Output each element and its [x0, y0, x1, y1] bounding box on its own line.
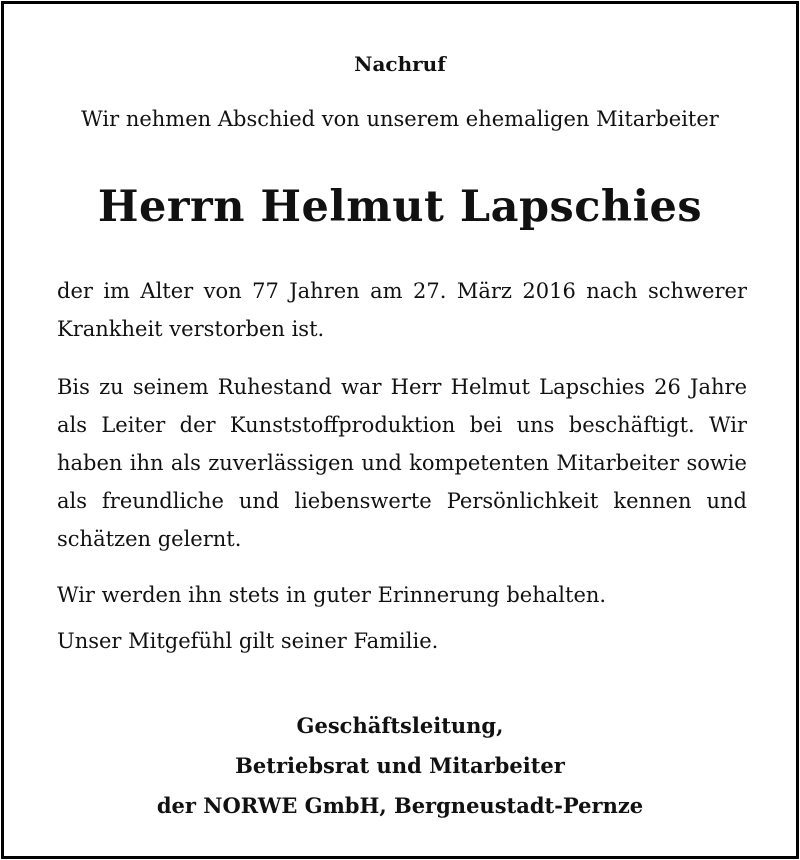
- signature-block: [4, 706, 796, 826]
- signature-line-council: Betriebsrat und Mitarbeiter: [235, 753, 565, 778]
- paragraph-remembrance: Wir werden ihn stets in guter Erinnerung behalten.: [57, 583, 607, 607]
- paragraph-career: Bis zu seinem Ruhestand war Herr Helmut Lapschies 26 Jahre als Leiter der Kunststoffproduktion bei uns beschäftigt. Wir haben ihn als zuverlässigen und kompetenten Mitarbeiter sowie als freundliche und liebenswerte Persönlichkeit kennen und schätzen gelernt.: [57, 375, 747, 551]
- obituary-notice: [1, 1, 799, 859]
- paragraph-condolence: Unser Mitgefühl gilt seiner Familie.: [57, 629, 439, 653]
- signature-line-company: der NORWE GmbH, Bergneustadt-Pernze: [156, 793, 644, 818]
- paragraph-death-details: der im Alter von 77 Jahren am 27. März 2016 nach schwerer Krankheit verstorben ist.: [57, 279, 747, 341]
- intro-line: Wir nehmen Abschied von unserem ehemaligen Mitarbeiter: [81, 107, 719, 131]
- deceased-name: Herrn Helmut Lapschies: [97, 182, 703, 232]
- signature-line-management: Geschäftsleitung,: [296, 713, 504, 738]
- notice-heading: Nachruf: [354, 52, 446, 76]
